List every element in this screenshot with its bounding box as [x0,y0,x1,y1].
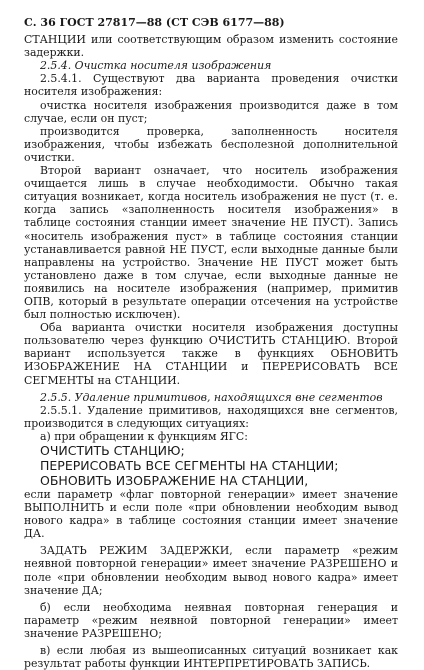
function-clear-station: ОЧИСТИТЬ СТАНЦИЮ; [40,443,185,458]
paragraph-variant-2: производится проверка, заполненность носителя изображения, чтобы избежать бесполезной дополнительной очистки. [24,124,398,164]
paragraph-set-deferral-mode: ЗАДАТЬ РЕЖИМ ЗАДЕРЖКИ, если параметр «режим неявной повторной генерации» имеет значение РАЗРЕШЕНО и поле «при обновлении необходим вывод нового кадра» имеет значение ДА; [24,544,398,597]
section-heading-2-5-4: 2.5.4. Очистка носителя изображения [40,59,272,73]
paragraph-2-5-4-1: 2.5.4.1. Существуют два варианта проведения очистки носителя изображения: [24,72,398,99]
paragraph-2-5-5-1: 2.5.5.1. Удаление примитивов, находящихся вне сегментов, производится в следующих ситуациях: [24,403,398,430]
paragraph-continuation: СТАНЦИИ или соответствующим образом изменить состояние задержки. [24,33,398,60]
paragraph-variant-1: очистка носителя изображения производится даже в том случае, если он пуст; [24,98,398,125]
function-redraw-all-segments: ПЕРЕРИСОВАТЬ ВСЕ СЕГМЕНТЫ НА СТАНЦИИ; [40,458,339,473]
function-update-station: ОБНОВИТЬ ИЗОБРАЖЕНИЕ НА СТАНЦИИ, [40,473,309,488]
section-heading-2-5-5: 2.5.5. Удаление примитивов, находящихся вне сегментов [40,390,383,404]
page-header: С. 36 ГОСТ 27817—88 (СТ СЭВ 6177—88) [24,16,285,29]
list-item-c: в) если любая из вышеописанных ситуаций возникает как результат работы функции ИНТЕРПРЕТИРОВАТЬ ЗАПИСЬ. [24,644,398,670]
paragraph-both-variants: Оба варианта очистки носителя изображения доступны пользователю через функцию ОЧИСТИТЬ СТАНЦИЮ. Второй вариант используется также в функциях ОБНОВИТЬ ИЗОБРАЖЕНИЕ НА СТАНЦИИ и ПЕРЕРИСОВАТЬ ВСЕ СЕГМЕНТЫ на СТАНЦИИ. [24,321,398,387]
list-item-b: б) если необходима неявная повторная генерация и параметр «режим неявной повторной генерации» имеет значение РАЗРЕШЕНО; [24,600,398,640]
list-item-a: а) при обращении к функциям ЯГС: [40,429,248,443]
paragraph-regeneration-flag: если параметр «флаг повторной генерации» имеет значение ВЫПОЛНИТЬ и если поле «при обновлении необходим вывод нового кадра» в таблице состояния станции имеет значение ДА. [24,488,398,541]
paragraph-second-variant: Второй вариант означает, что носитель изображения очищается лишь в случае необходимости. Обычно такая ситуация возникает, когда носитель изображения не пуст (т. е. когда запись «заполненность носителя изображения» в таблице состояния станции имеет значение НЕ ПУСТ). Запись «носитель изображения пуст» в таблице состояния станции устанавливается равной НЕ ПУСТ, если выходные данные были направлены на устройство. Значение НЕ ПУСТ может быть установлено даже в том случае, если выходные данные не появились на носителе изображения (например, примитив ОПВ, который в результате операции отсечения на устройстве был полностью исключен). [24,164,398,322]
